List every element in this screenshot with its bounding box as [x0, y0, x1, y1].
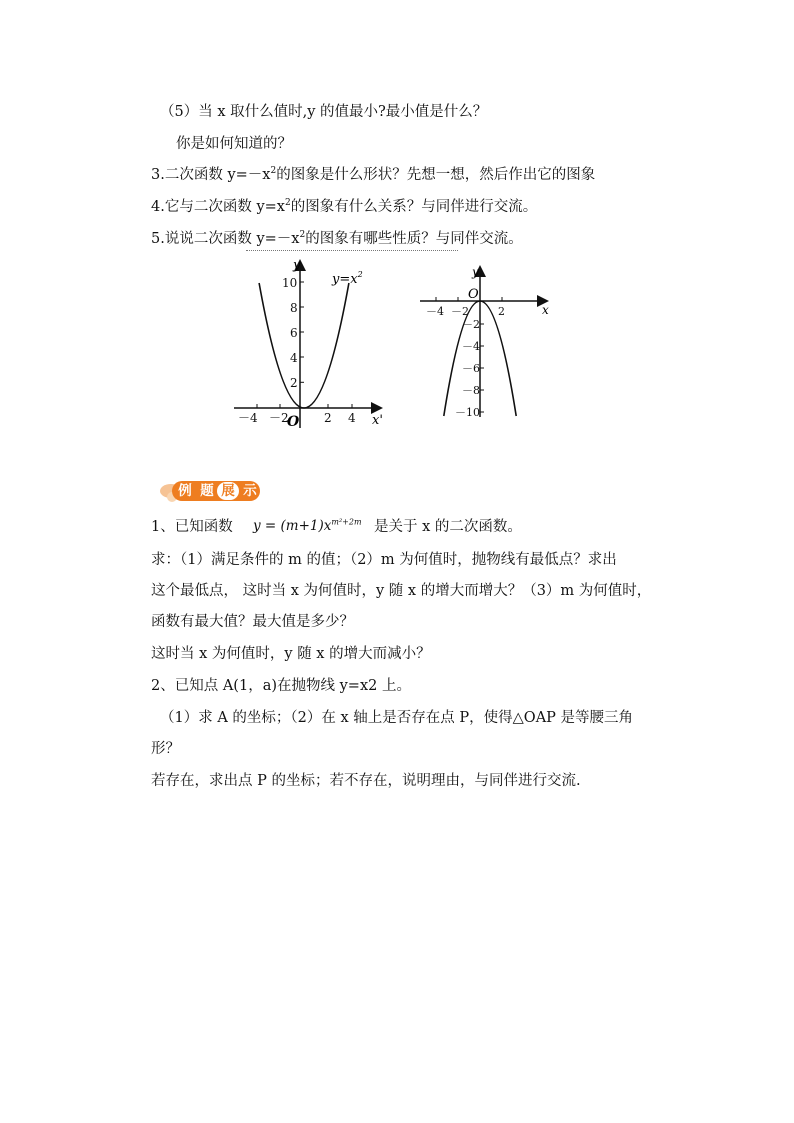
x-tick-neg2: －2: [269, 411, 289, 425]
badge-char-1: 例: [178, 483, 192, 499]
parabola-curve: [259, 283, 349, 408]
y-axis-label: y: [472, 265, 479, 279]
x-tick-4: 4: [348, 411, 356, 425]
question-5: （5）当 x 取什么值时,y 的值最小?最小值是什么？: [160, 104, 488, 120]
example-1-line-4: 函数有最大值？最大值是多少？: [151, 614, 354, 630]
x-tick-2: 2: [498, 305, 505, 318]
question-3-exponent: 2: [270, 166, 277, 177]
question-3: [151, 165, 595, 185]
origin-label: O: [468, 287, 479, 302]
x-axis-label: x: [542, 303, 549, 317]
x-tick-neg4: －4: [426, 305, 444, 318]
badge-char-2: 题: [200, 483, 214, 499]
example-2-line-1: 2、已知点 A(1，a)在抛物线 y=x2 上。: [151, 678, 411, 694]
x-tick-neg4: －4: [238, 411, 258, 425]
curve-label: [331, 270, 363, 287]
graph-parabola-down: [414, 262, 564, 422]
y-tick-10: 10: [282, 276, 298, 290]
x-axis-label: x': [372, 413, 383, 428]
question-4-text-b: 的图象有什么关系？与同伴进行交流。: [290, 199, 538, 215]
question-5-followup: 你是如何知道的？: [176, 136, 292, 152]
x-tick-2: 2: [324, 411, 332, 425]
question-3-text-a: 3.二次函数 y=－x: [151, 167, 271, 183]
origin-label: O: [287, 414, 300, 430]
y-tick-8: 8: [290, 301, 298, 315]
question-5c-text-b: 的图象有哪些性质？与同伴交流。: [305, 231, 523, 247]
graph-parabola-up: [228, 252, 398, 434]
y-tick-neg4: －4: [462, 340, 480, 353]
x-tick-neg2: －2: [451, 305, 469, 318]
formula-main: y = (m+1)x: [253, 518, 332, 534]
example-2-line-2: （1）求 A 的坐标；（2）在 x 轴上是否存在点 P，使得△OAP 是等腰三角: [160, 710, 634, 726]
y-tick-6: 6: [290, 326, 298, 340]
dotted-divider: [246, 250, 458, 251]
question-4-exponent: 2: [284, 198, 291, 209]
question-5c-exponent: 2: [299, 230, 306, 241]
example-1-formula: [253, 518, 362, 534]
y-tick-neg6: －6: [462, 362, 480, 375]
question-5c-text-a: 5.说说二次函数 y=－x: [151, 231, 300, 247]
example-1-line-2: 求：（1）满足条件的 m 的值；（2）m 为何值时，抛物线有最低点？求出: [151, 552, 617, 568]
y-tick-2: 2: [290, 376, 298, 390]
y-tick-neg2: －2: [462, 318, 480, 331]
example-1-line-3: 这个最低点， 这时当 x 为何值时，y 随 x 的增大而增大？（3）m 为何值时，: [151, 583, 652, 599]
example-2-line-3: 形？: [151, 741, 180, 757]
question-3-text-b: 的图象是什么形状？先想一想，然后作出它的图象: [276, 167, 596, 183]
curve-label-exp: 2: [357, 270, 363, 279]
curve-label-base: y=x: [332, 272, 358, 287]
badge-char-4: 示: [243, 483, 257, 499]
y-tick-neg10: －10: [455, 406, 480, 419]
question-5c: [151, 229, 523, 249]
question-4: [151, 197, 537, 217]
y-axis-label: y: [293, 258, 301, 273]
example-1-prefix: 1、已知函数: [151, 519, 233, 535]
badge-char-3: 展: [217, 482, 239, 500]
question-4-text-a: 4.它与二次函数 y=x: [151, 199, 285, 215]
example-1-line-5: 这时当 x 为何值时，y 随 x 的增大而减小？: [151, 646, 431, 662]
example-2-line-4: 若存在，求出点 P 的坐标；若不存在，说明理由，与同伴进行交流.: [151, 773, 581, 789]
example-1-suffix: 是关于 x 的二次函数。: [374, 519, 522, 535]
y-tick-neg8: －8: [462, 384, 480, 397]
y-tick-4: 4: [290, 351, 298, 365]
formula-exponent: m²+2m: [331, 517, 362, 527]
